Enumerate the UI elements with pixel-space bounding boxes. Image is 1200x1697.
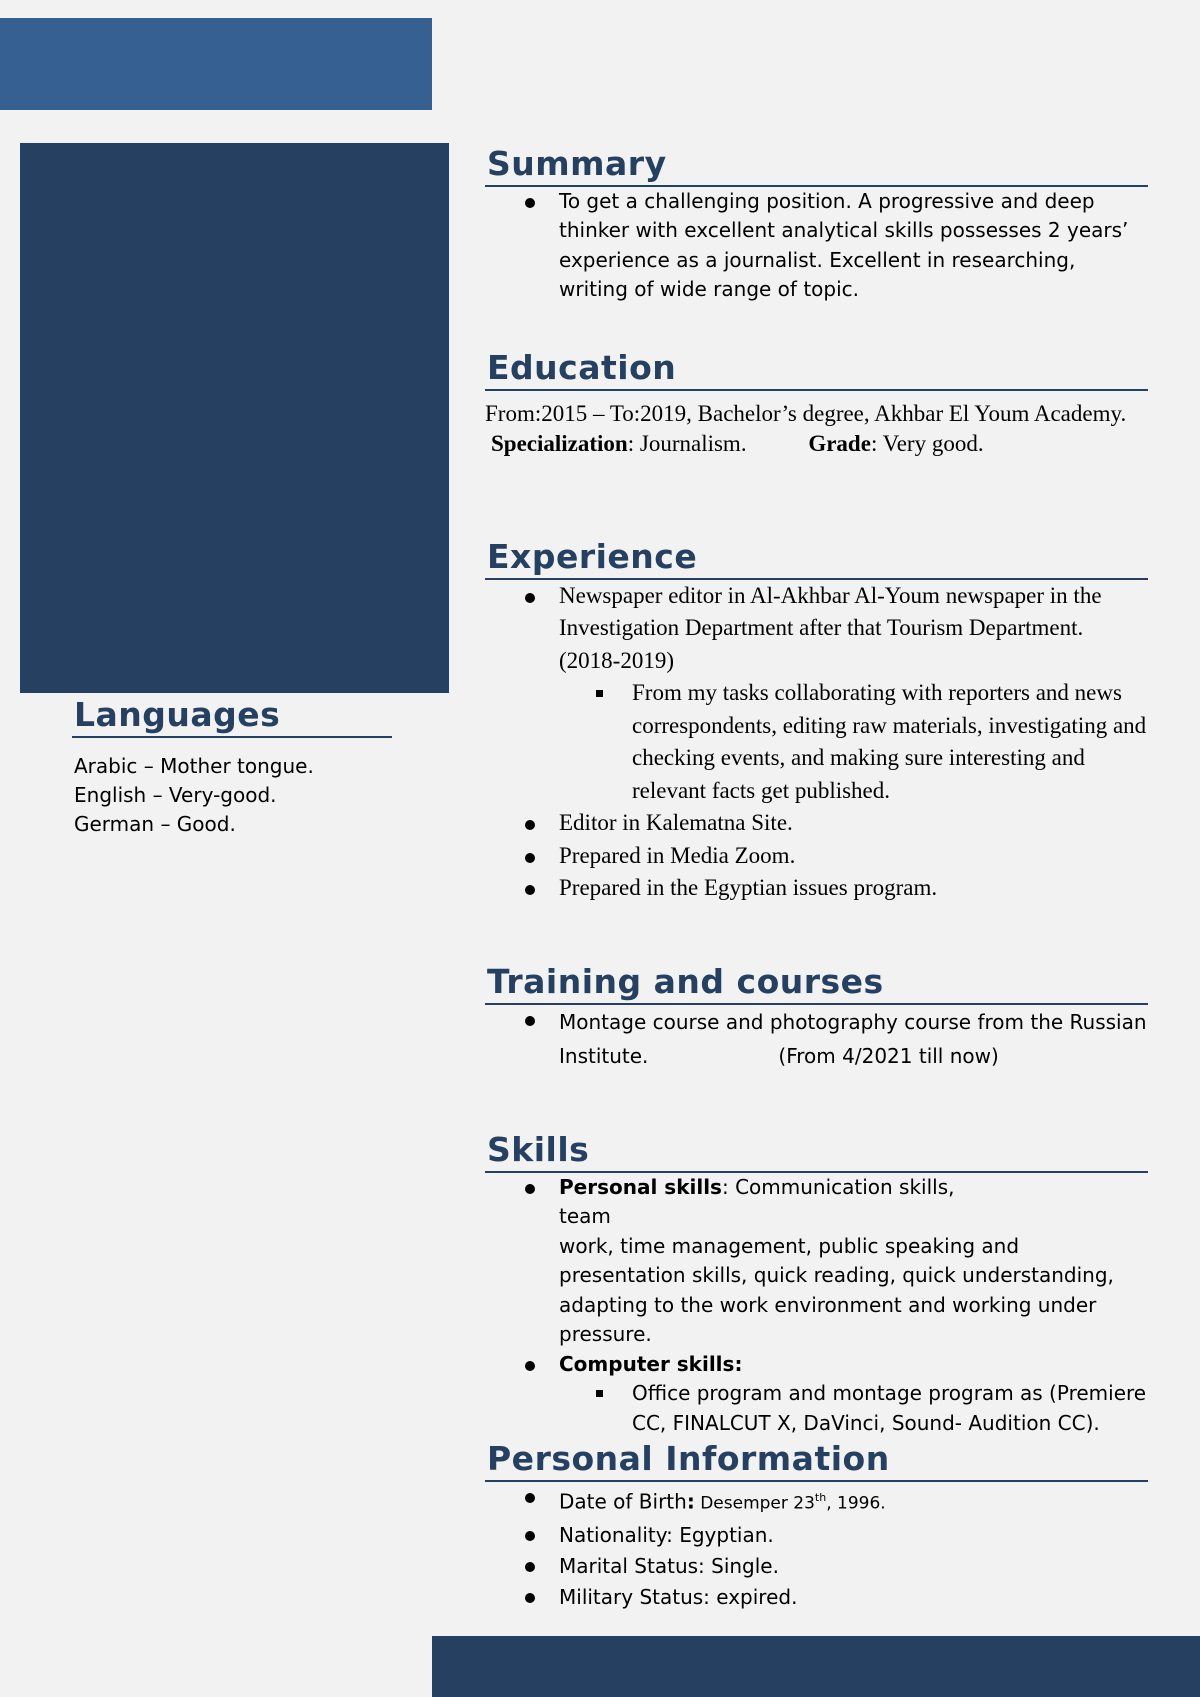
- training-list: [485, 1005, 1148, 1073]
- languages-heading: Languages: [72, 696, 392, 738]
- languages-section: [72, 696, 392, 839]
- education-section: [485, 349, 1148, 459]
- computer-skills-subitem: Office program and montage program as (Premiere CC, FINALCUT X, DaVinci, Sound- Audition CC).: [559, 1379, 1148, 1438]
- training-item-text: Montage course and photography course from the Russian Institute.: [559, 1009, 1147, 1068]
- summary-list: [485, 187, 1148, 305]
- experience-heading: Experience: [485, 538, 1148, 580]
- dob-suffix: th: [814, 1490, 827, 1504]
- personal-skills-first: : Communication skills, team: [559, 1174, 955, 1229]
- experience-item: Prepared in the Egyptian issues program.: [485, 872, 1148, 905]
- experience-item: Editor in Kalematna Site.: [485, 807, 1148, 840]
- personal-skills-rest: work, time management, public speaking and presentation skills, quick reading, quick understanding, adapting to the work environment and working under pressure.: [559, 1233, 1114, 1347]
- education-spec-row: [485, 429, 1148, 459]
- training-period: (From 4/2021 till now): [778, 1043, 999, 1068]
- experience-list: [485, 580, 1148, 905]
- marital-item: Marital Status: Single.: [485, 1551, 1148, 1582]
- experience-section: [485, 538, 1148, 905]
- experience-item: [485, 580, 1148, 808]
- summary-section: [485, 145, 1148, 305]
- skills-item-computer: [485, 1350, 1148, 1439]
- education-heading: Education: [485, 349, 1148, 391]
- dob-label: Date of Birth: [559, 1489, 687, 1514]
- skills-list: [485, 1173, 1148, 1439]
- computer-skills-label: Computer skills:: [559, 1351, 743, 1376]
- grade-value: : Very good.: [870, 430, 984, 456]
- personal-section: [485, 1440, 1148, 1613]
- language-item: English – Very-good.: [74, 782, 277, 807]
- education-details: [485, 399, 1148, 459]
- experience-item: Prepared in Media Zoom.: [485, 840, 1148, 873]
- header-color-band: [0, 18, 432, 110]
- summary-heading: Summary: [485, 145, 1148, 187]
- skills-heading: Skills: [485, 1131, 1148, 1173]
- dob-item: [485, 1482, 1148, 1520]
- training-section: [485, 963, 1148, 1073]
- experience-sublist: [559, 677, 1148, 807]
- education-degree: From:2015 – To:2019, Bachelor’s degree, Akhbar El Youm Academy.: [485, 400, 1127, 426]
- language-item: Arabic – Mother tongue.: [74, 753, 314, 778]
- personal-heading: Personal Information: [485, 1440, 1148, 1482]
- skills-section: [485, 1131, 1148, 1438]
- grade-label: Grade: [808, 430, 871, 456]
- experience-item-text: Newspaper editor in Al-Akhbar Al-Youm newspaper in the Investigation Department after that Tourism Department. (2018-2019): [559, 582, 1102, 673]
- personal-skills-label: Personal skills: [559, 1174, 722, 1199]
- specialization-label: Specialization: [491, 430, 628, 456]
- skills-item-personal: [485, 1173, 1148, 1350]
- summary-item: To get a challenging position. A progressive and deep thinker with excellent analytical skills possesses 2 years’ experience as a journalist. Excellent in researching, writing of wide range of topic.: [485, 187, 1148, 305]
- training-item: [485, 1005, 1148, 1073]
- language-item: German – Good.: [74, 811, 236, 836]
- footer-color-band: [432, 1636, 1200, 1697]
- nationality-item: Nationality: Egyptian.: [485, 1520, 1148, 1551]
- dob-year: , 1996.: [826, 1493, 886, 1514]
- personal-list: [485, 1482, 1148, 1613]
- training-heading: Training and courses: [485, 963, 1148, 1005]
- dob-colon: :: [686, 1489, 695, 1514]
- computer-skills-sublist: [559, 1379, 1148, 1438]
- dob-value: Desemper 23: [694, 1493, 815, 1514]
- military-item: Military Status: expired.: [485, 1582, 1148, 1613]
- languages-list: [74, 752, 392, 839]
- experience-subitem: From my tasks collaborating with reporters and news correspondents, editing raw materials, investigating and checking events, and making sure interesting and relevant facts get published.: [559, 677, 1148, 807]
- specialization-value: : Journalism.: [627, 430, 747, 456]
- photo-placeholder: [20, 143, 449, 693]
